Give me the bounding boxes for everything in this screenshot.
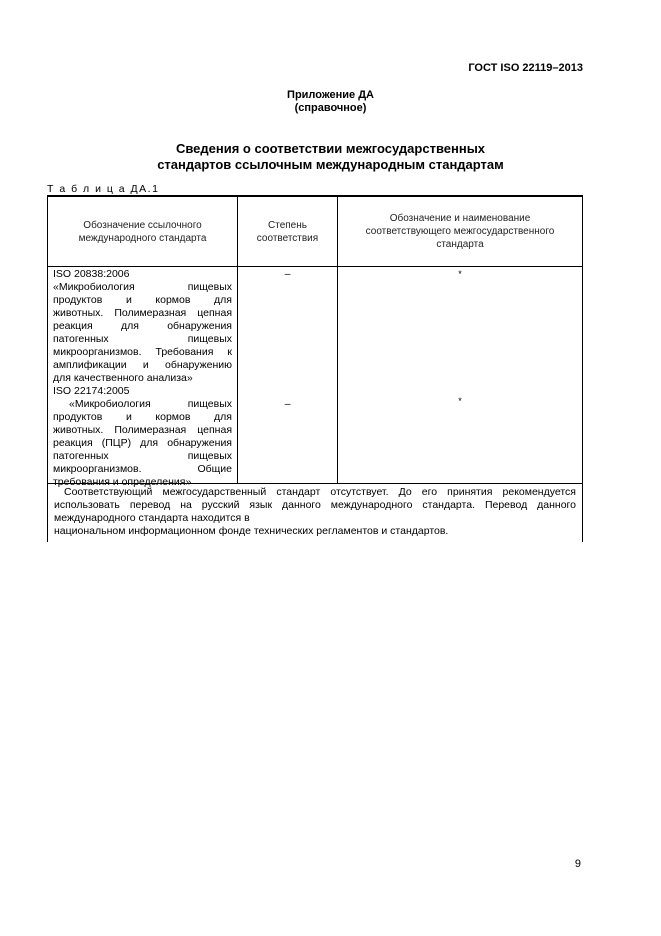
document-code: ГОСТ ISO 22119–2013 <box>468 62 583 74</box>
standard-name-line: микроорганизмов. Общие <box>53 463 232 475</box>
equivalent-value: * <box>458 396 462 406</box>
standard-name-line: животных. Полимеразная цепная <box>53 424 232 436</box>
standard-name-line: животных. Полимеразная цепная <box>53 307 232 319</box>
standard-name-line: патогенных пищевых <box>53 450 232 462</box>
note-line: национальном информационном фонде технических регламентов и стандартов. <box>54 525 449 537</box>
table-header-row <box>48 196 583 267</box>
note-line: Соответствующий межгосударственный стандарт отсутствует. До его принятия рекомендуется <box>64 486 576 498</box>
section-title <box>0 141 661 173</box>
table-note <box>48 484 583 543</box>
degree-value: – <box>284 398 291 410</box>
standard-name-line: патогенных пищевых <box>53 333 232 345</box>
section-title-line-2: стандартов ссылочным международным стандартам <box>157 157 504 172</box>
table-caption: Т а б л и ц а ДА.1 <box>47 183 160 195</box>
standard-name-line: продуктов и кормов для <box>53 294 232 306</box>
note-line: использовать перевод на русский язык данного международного стандарта. Перевод данного <box>54 499 576 511</box>
section-title-line-1: Сведения о соответствии межгосударственных <box>175 141 486 156</box>
cell-reference-standards <box>48 267 238 488</box>
header-reference-standard: Обозначение ссылочного международного стандарта <box>48 196 238 267</box>
degree-value: – <box>284 268 291 280</box>
standard-name-line: микроорганизмов. Требования к <box>53 346 232 358</box>
standard-name-line: «Микробиология пищевых <box>53 281 232 293</box>
appendix-title: Приложение ДА <box>287 89 374 101</box>
note-line: международного стандарта находится в <box>54 512 250 524</box>
equivalent-value: * <box>458 269 462 279</box>
standard-name-line: продуктов и кормов для <box>53 411 232 423</box>
appendix-subtitle: (справочное) <box>294 102 367 114</box>
standard-name-line: для качественного анализа» <box>53 372 193 384</box>
standard-name-line: реакция для обнаружения <box>53 320 232 332</box>
standard-name-line: требования и определения» <box>53 476 192 488</box>
standard-code: ISO 22174:2005 <box>53 385 130 397</box>
cell-interstate-standards <box>338 267 583 484</box>
standard-name-line: «Микробиология пищевых <box>69 398 232 410</box>
standard-name-line: реакция (ПЦР) для обнаружения <box>53 437 232 449</box>
header-degree: Степень соответствия <box>238 196 338 267</box>
table-note-row <box>48 484 583 543</box>
table-data-row <box>48 267 583 484</box>
header-interstate-standard: Обозначение и наименование соответствующего межгосударственного стандарта <box>338 196 583 267</box>
standard-name-line: амплификации и обнаружению <box>53 359 232 371</box>
page-number: 9 <box>574 858 581 870</box>
cell-degrees <box>238 267 338 484</box>
standard-code: ISO 20838:2006 <box>53 268 130 280</box>
correspondence-table <box>47 195 583 542</box>
